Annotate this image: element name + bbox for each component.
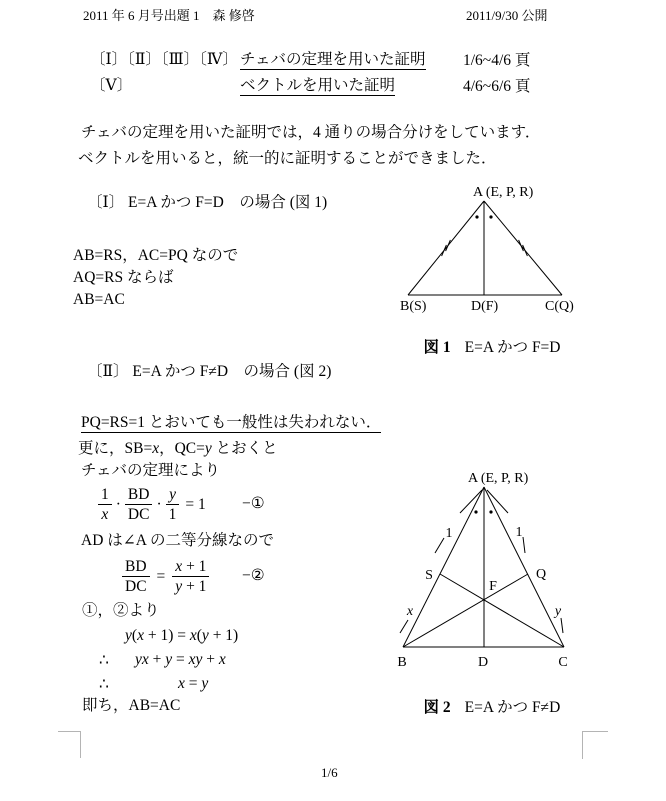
fig1-angle-dot-right <box>489 215 492 218</box>
paren: ( <box>131 627 138 644</box>
fig2-length-one-right: 1 <box>515 525 523 540</box>
assumption-line <box>81 414 381 432</box>
plus: + <box>148 651 166 668</box>
definitions-line <box>78 440 278 458</box>
index-row1-title <box>240 51 426 69</box>
frac1-denominator: x <box>101 506 109 523</box>
fig2-vertex-b-label: B <box>397 655 407 670</box>
frac1-numerator: 1 <box>98 486 112 505</box>
fraction-bd-over-dc-2 <box>122 558 150 595</box>
frac2-denominator: DC <box>127 506 150 523</box>
fig2-angle-dot-left <box>474 510 477 513</box>
fraction-bd-over-dc <box>125 486 153 523</box>
var-x: x <box>178 675 185 692</box>
print-margin-mark-right <box>582 731 608 759</box>
fig2-angle-dot-right <box>489 510 492 513</box>
index-row2-pages: 4/6~6/6 頁 <box>463 78 531 95</box>
section2-heading: 〔Ⅱ〕 E=A かつ F≠D の場合 (図 2) <box>87 363 332 380</box>
equals-sign: = <box>156 567 166 585</box>
eq2-frac1-numerator: BD <box>122 558 150 577</box>
frac3-numerator: y <box>166 486 180 505</box>
index-row2-labels: 〔Ⅴ〕 <box>90 77 133 94</box>
fig2-leader-one-left <box>435 538 444 553</box>
var-y: y <box>201 675 209 692</box>
fig1-vertex-d-label: D(F) <box>471 299 499 314</box>
fig2-length-y: y <box>554 604 562 619</box>
page-number: 1/6 <box>321 765 338 780</box>
frac2-numerator: BD <box>125 486 153 505</box>
figure1-caption <box>408 321 561 375</box>
fig1-side-ab <box>408 201 484 295</box>
var-y: y <box>204 440 212 457</box>
fraction-1-over-x <box>98 486 112 523</box>
fig2-leader-x <box>400 620 408 633</box>
var-x: x <box>137 627 144 644</box>
derivation-line-1 <box>125 627 238 645</box>
equation-2 <box>122 558 209 595</box>
bisector-line: AD は∠A の二等分線なので <box>81 532 274 549</box>
intro-line1: チェバの定理を用いた証明では，4 通りの場合分けをしています． <box>81 124 541 141</box>
equals: = <box>172 651 189 668</box>
index-row1-pages: 1/6~4/6 頁 <box>463 52 531 69</box>
fig1-angle-dot-left <box>475 215 478 218</box>
var-yx: yx <box>135 651 149 668</box>
fig1-caption-number: 図 1 <box>423 339 451 356</box>
derivation-line-2 <box>135 651 226 669</box>
figure1-triangle <box>390 180 580 328</box>
fig2-apex-stub-right <box>487 490 508 513</box>
fig2-caption-text: E=A かつ F≠D <box>464 699 561 716</box>
fig2-point-q-label: Q <box>535 567 547 582</box>
var-y: y <box>175 578 183 595</box>
equation1-rhs: = 1 <box>185 495 206 513</box>
index-row2-title <box>240 77 395 95</box>
eq2-frac2-denominator <box>172 577 209 595</box>
fig2-leader-y <box>561 618 563 633</box>
fig2-point-f-label: F <box>489 579 497 594</box>
fig1-caption-text: E=A かつ F=D <box>464 339 561 356</box>
section1-line1: AB=RS，AC=PQ なので <box>73 247 239 264</box>
assumption-text: PQ=RS=1 とおいても一般性は失われない． <box>81 414 382 431</box>
fraction-y-over-1 <box>166 486 180 523</box>
fraction-x1-over-y1 <box>172 558 209 595</box>
from-1-2-line: ①，②より <box>82 602 160 619</box>
derivation-line-3 <box>178 675 208 693</box>
eq2-frac2-numerator <box>172 558 209 577</box>
definitions-part3: とおくと <box>211 440 278 457</box>
print-margin-mark-left <box>58 731 81 758</box>
paren: ( <box>196 627 202 644</box>
equation-1 <box>98 486 206 523</box>
index-row1-title-text: チェバの定理を用いた証明 <box>240 51 426 68</box>
therefore-symbol-2: ∴ <box>99 676 109 693</box>
index-row2-title-text: ベクトルを用いた証明 <box>240 77 396 94</box>
intro-line2: ベクトルを用いると，統一的に証明することができました． <box>78 150 497 167</box>
equation-1-tag: −① <box>242 495 265 512</box>
figure2-caption <box>408 681 560 735</box>
ceva-theorem-line: チェバの定理により <box>81 462 221 479</box>
eq2-frac1-denominator: DC <box>125 578 147 595</box>
plus-one: + 1 <box>182 578 207 595</box>
expr: + 1) <box>208 627 239 644</box>
definitions-part2: ，QC= <box>159 440 205 457</box>
var-x: x <box>218 651 226 668</box>
definitions-part1: 更に，SB= <box>78 440 153 457</box>
conclusion-line: 即ち，AB=AC <box>82 697 181 714</box>
section1-heading: 〔Ⅰ〕 E=A かつ F=D の場合 (図 1) <box>87 194 328 211</box>
equals: = <box>184 675 202 692</box>
fig1-apex-label: A (E, P, R) <box>473 185 534 200</box>
fig1-vertex-b-label: B(S) <box>400 299 427 314</box>
expr: + 1) = <box>143 627 190 644</box>
multiply-dot-2: · <box>156 495 162 513</box>
fig2-caption-number: 図 2 <box>423 699 451 716</box>
fig2-vertex-d-label: D <box>477 655 489 670</box>
var-y: y <box>125 627 132 644</box>
fig2-apex-stub-left <box>460 490 482 513</box>
header-issue-title: 2011 年 6 月号出題 1 森 修啓 <box>83 8 255 23</box>
therefore-symbol-1: ∴ <box>99 652 109 669</box>
equation-2-tag: −② <box>242 567 265 584</box>
index-row1-labels: 〔Ⅰ〕〔Ⅱ〕〔Ⅲ〕〔Ⅳ〕 <box>90 51 238 68</box>
figure2-triangle <box>390 465 585 680</box>
frac3-denominator: 1 <box>168 506 177 523</box>
var-y: y <box>165 651 173 668</box>
fig2-length-one-left: 1 <box>445 526 453 541</box>
var-y: y <box>201 627 209 644</box>
fig2-length-x: x <box>406 604 414 619</box>
section1-line3: AB=AC <box>73 291 125 308</box>
var-x: x <box>152 440 160 457</box>
fig1-vertex-c-label: C(Q) <box>545 299 574 314</box>
var-xy: xy <box>188 651 203 668</box>
var-x: x <box>175 558 183 575</box>
multiply-dot-1: · <box>115 495 121 513</box>
plus-one: + 1 <box>182 558 207 575</box>
var-x: x <box>189 627 197 644</box>
fig2-apex-label: A (E, P, R) <box>468 471 529 486</box>
plus: + <box>202 651 219 668</box>
header-publish-date: 2011/9/30 公開 <box>466 8 548 23</box>
fig2-leader-one-right <box>523 537 525 553</box>
fig2-vertex-c-label: C <box>558 655 568 670</box>
fig1-side-ac <box>484 201 562 295</box>
section1-line2: AQ=RS ならば <box>73 269 174 286</box>
fig2-point-s-label: S <box>425 568 433 583</box>
